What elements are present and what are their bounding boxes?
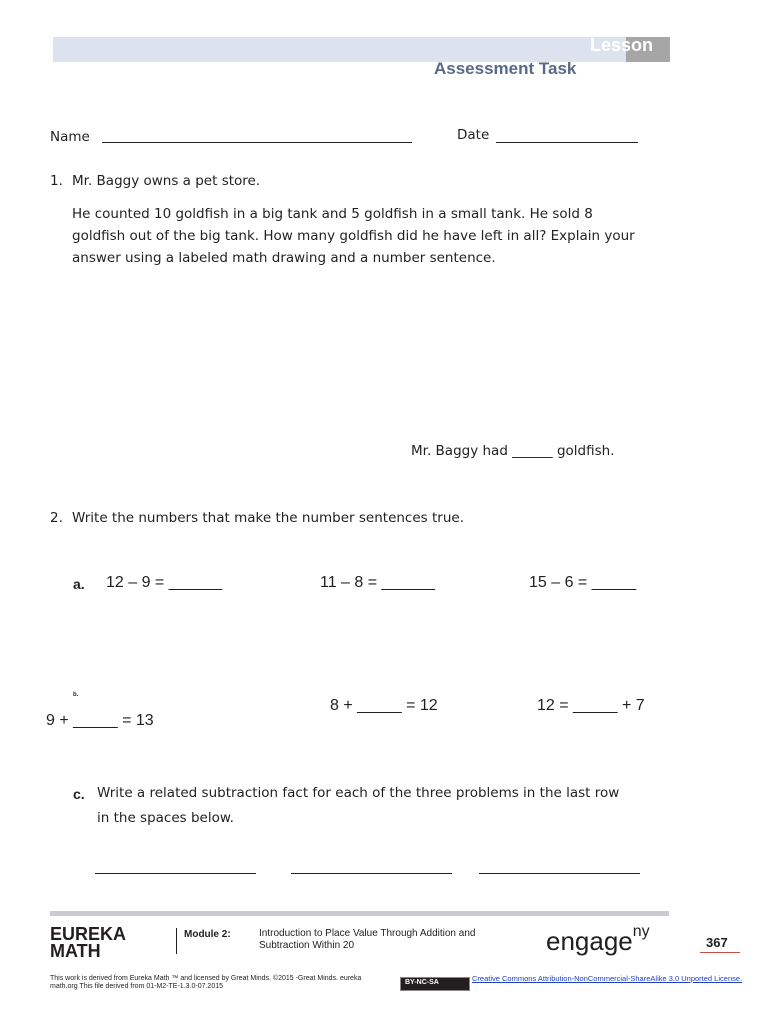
cc-license-link[interactable]: Creative Commons Attribution-NonCommercial-ShareAlike 3.0 Unported License. (472, 974, 743, 983)
answer-line-3[interactable] (479, 873, 640, 874)
question-2-number: 2. (50, 510, 63, 526)
question-1-text-line-1: He counted 10 goldfish in a big tank and 5 goldfish in a small tank. He sold 8 (72, 206, 593, 222)
answer-line-2[interactable] (291, 873, 452, 874)
engage-text: engage (546, 926, 633, 956)
eureka-math-logo (50, 926, 126, 960)
lesson-label: Lesson (590, 35, 654, 55)
part-b-equation-3: 12 = _____ + 7 (537, 697, 645, 714)
page-number-underline (700, 952, 740, 953)
question-1-intro: Mr. Baggy owns a pet store. (72, 173, 261, 189)
part-a-label: a. (73, 576, 85, 592)
part-c-text-line-1: Write a related subtraction fact for each of the three problems in the last row (97, 785, 620, 801)
page-title: Assessment Task (434, 59, 577, 78)
footer-rule (50, 911, 669, 916)
engage-ny-logo (546, 923, 650, 957)
logo-line-1: EUREKA (50, 924, 127, 944)
name-field[interactable] (102, 142, 412, 143)
question-1-text-line-3: answer using a labeled math drawing and a number sentence. (72, 250, 496, 266)
part-a-equation-1: 12 – 9 = ______ (106, 574, 223, 591)
question-1-number: 1. (50, 173, 63, 189)
name-label: Name (50, 129, 90, 145)
question-2-prompt: Write the numbers that make the number sentences true. (72, 510, 464, 526)
cc-badge-text: BY-NC-SA (405, 979, 439, 986)
answer-line-1[interactable] (95, 873, 256, 874)
date-field[interactable] (496, 142, 638, 143)
cc-license-badge (400, 977, 470, 991)
question-1-answer: Mr. Baggy had ______ goldfish. (411, 443, 615, 459)
logo-line-2: MATH (50, 941, 101, 961)
part-b-label: b. (73, 692, 79, 698)
part-b-equation-2: 8 + _____ = 12 (330, 697, 438, 714)
part-c-label: c. (73, 786, 85, 802)
page-number: 367 (706, 935, 728, 950)
date-label: Date (457, 127, 490, 143)
question-1-text-line-2: goldfish out of the big tank. How many goldfish did he have left in all? Explain your (72, 228, 635, 244)
part-a-equation-3: 15 – 6 = _____ (529, 574, 637, 591)
part-b-equation-1: 9 + _____ = 13 (46, 712, 154, 729)
engage-sup: ny (632, 923, 650, 941)
module-label: Module 2: (184, 929, 231, 940)
part-c-text-line-2: in the spaces below. (97, 810, 234, 826)
part-a-equation-2: 11 – 8 = ______ (320, 574, 435, 591)
module-divider (176, 928, 177, 954)
module-title: Introduction to Place Value Through Addition and Subtraction Within 20 (259, 928, 476, 951)
license-note: This work is derived from Eureka Math ™ and licensed by Great Minds. ©2015 -Great Minds. eureka math.org This file derived from 01-M2-TE-1.3.0-07.2015 (50, 975, 362, 990)
